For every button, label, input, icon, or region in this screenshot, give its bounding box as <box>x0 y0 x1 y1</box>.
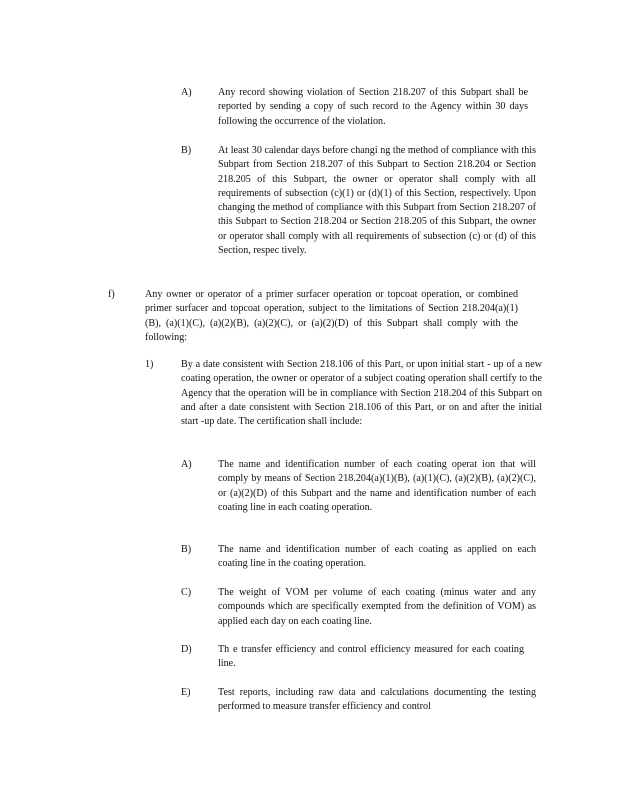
paragraph-label: 1) <box>145 359 154 370</box>
paragraph-text: By a date consistent with Section 218.106 of this Part, or upon initial start - up of a new coating operation, the owner or operator of a subject coating operation shall certify to the Agency that the operation will be in compliance with Section 218.204 of this Subpart on and after a date consistent with Section 218.106 of this Part, or on and after the initial start -up date. The certification shall include: <box>181 359 542 428</box>
paragraph-text: At least 30 calendar days before changi ng the method of compliance with this Subpart from Section 218.207 of this Subpart to Section 218.204 or Section 218.205 of this Subpart, the owner or operator shall comply with all requirements of subsection (c)(1) or (d)(1) of this Section, respectively. Upon changing the method of compliance with this Subpart from Section 218.207 of this Subpart to Section 218.204 or Section 218.205 of this Subpart, the owner or operator shall comply with all requirements of subsection (c) or (d) of this Section, respec tively. <box>218 145 536 257</box>
paragraph-text: The name and identification number of each coating as applied on each coating line in the coating operation. <box>218 544 536 570</box>
subsection-label: f) <box>108 289 115 300</box>
paragraph-text: Any record showing violation of Section 218.207 of this Subpart shall be reported by sending a copy of such record to the Agency within 30 days following the occurrence of the violation. <box>218 87 528 127</box>
paragraph-label: A) <box>181 459 192 470</box>
paragraph-text: The name and identification number of each coating operat ion that will comply by means of Section 218.204(a)(1)(B), (a)(1)(C), (a)(2)(B), (a)(2)(C), or (a)(2)(D) of this Subpart and the name and identification number of each coating line in each coating operation. <box>218 459 536 513</box>
paragraph-label: D) <box>181 644 192 655</box>
paragraph-label: B) <box>181 145 192 156</box>
subsection-text: Any owner or operator of a primer surfacer operation or topcoat operation, or combined primer surfacer and topcoat operation, subject to the limitations of Section 218.204(a)(1)(B), (a)(1)(C), (a)(2)(B), (a)(2)(C), or (a)(2)(D) of this Subpart shall comply with the following: <box>145 289 518 343</box>
paragraph-text: Test reports, including raw data and calculations documenting the testing performed to measure transfer efficiency and control <box>218 687 536 713</box>
paragraph-label: B) <box>181 544 192 555</box>
paragraph-text: The weight of VOM per volume of each coating (minus water and any compounds which are specifically exempted from the definition of VOM) as applied each day on each coating line. <box>218 587 536 627</box>
paragraph-label: C) <box>181 587 192 598</box>
paragraph-label: A) <box>181 87 192 98</box>
paragraph-label: E) <box>181 687 191 698</box>
paragraph-text: Th e transfer efficiency and control efficiency measured for each coating line. <box>218 644 524 670</box>
